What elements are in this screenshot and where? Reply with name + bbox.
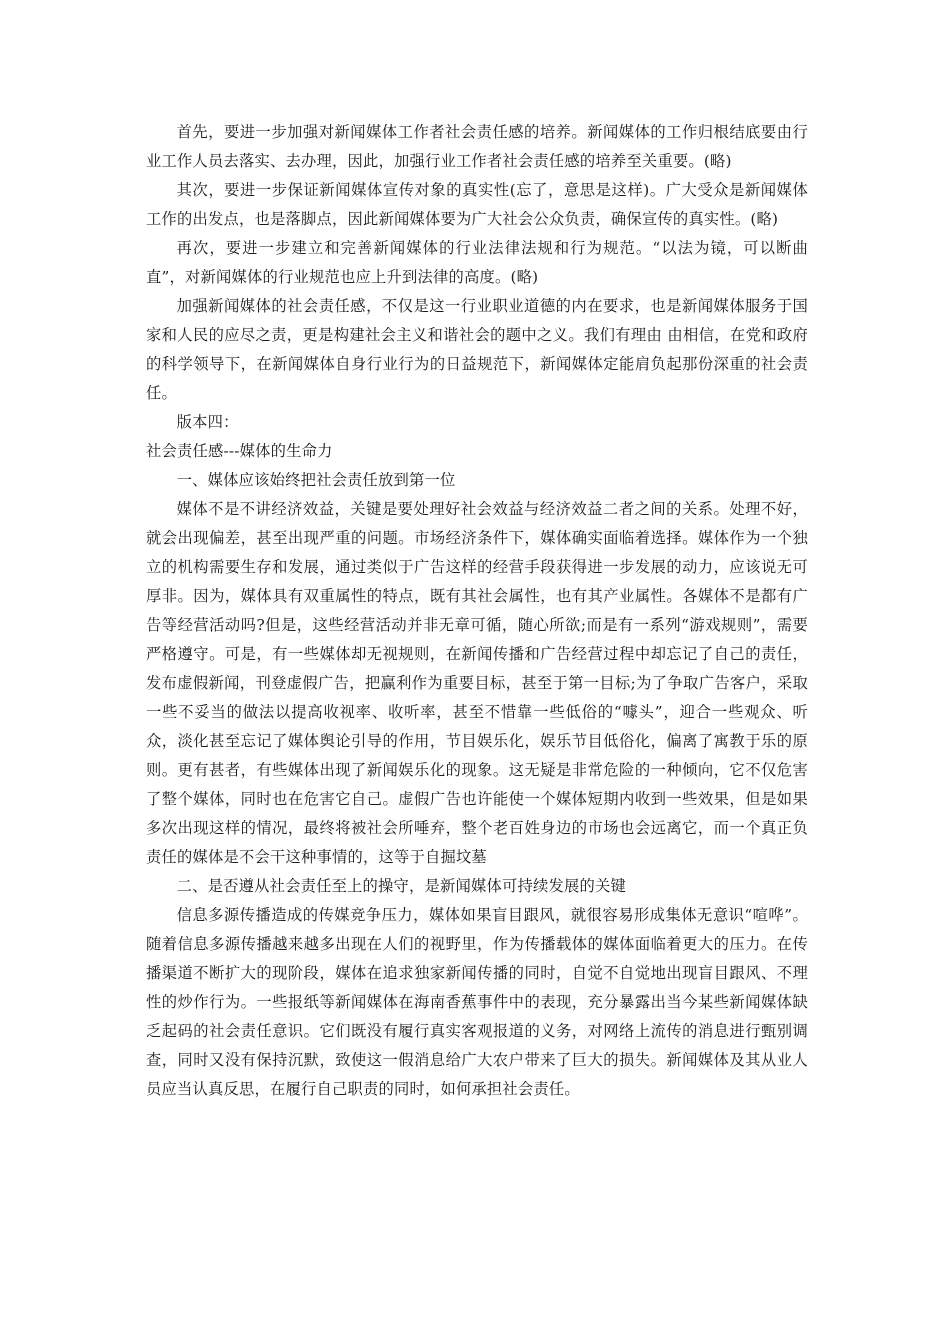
paragraph-economic-benefit: 媒体不是不讲经济效益，关键是要处理好社会效益与经济效益二者之间的关系。处理不好，就会出现偏差，甚至出现严重的问题。市场经济条件下，媒体确实面临着选择。媒体作为一个独立的机构需要生存和发展，通过类似于广告这样的经营手段获得进一步发展的动力，应该说无可厚非。因为，媒体具有双重属性的特点，既有其社会属性，也有其产业属性。各媒体不是都有广告等经营活动吗?但是，这些经营活动并非无章可循，随心所欲;而是有一系列“游戏规则”，需要严格遵守。可是，有一些媒体却无视规则，在新闻传播和广告经营过程中却忘记了自己的责任，发布虚假新闻，刊登虚假广告，把赢利作为重要目标，甚至于第一目标;为了争取广告客户，采取一些不妥当的做法以提高收视率、收听率，甚至不惜靠一些低俗的“噱头”，迎合一些观众、听众，淡化甚至忘记了媒体舆论引导的作用，节目娱乐化，娱乐节目低俗化，偏离了寓教于乐的原则。更有甚者，有些媒体出现了新闻娱乐化的现象。这无疑是非常危险的一种倾向，它不仅危害了整个媒体，同时也在危害它自己。虚假广告也许能使一个媒体短期内收到一些效果，但是如果多次出现这样的情况，最终将被社会所唾弃，整个老百姓身边的市场也会远离它，而一个真正负责任的媒体是不会干这种事情的，这等于自掘坟墓 (146, 500, 808, 866)
paragraph-first-measure: 首先，要进一步加强对新闻媒体工作者社会责任感的培养。新闻媒体的工作归根结底要由行业工作人员去落实、去办理，因此，加强行业工作者社会责任感的培养至关重要。(略) (146, 123, 808, 170)
version-label: 版本四： (176, 413, 239, 431)
heading-two: 二、是否遵从社会责任至上的操守，是新闻媒体可持续发展的关键 (176, 877, 627, 895)
paragraph-second-measure: 其次，要进一步保证新闻媒体宣传对象的真实性(忘了，意思是这样)。广大受众是新闻媒体工作的出发点，也是落脚点，因此新闻媒体要为广大社会公众负责，确保宣传的真实性。(略) (146, 181, 808, 228)
paragraph-competition-pressure: 信息多源传播造成的传媒竞争压力，媒体如果盲目跟风，就很容易形成集体无意识“喧哗”。随着信息多源传播越来越多出现在人们的视野里，作为传播载体的媒体面临着更大的压力。在传播渠道不断扩大的现阶段，媒体在追求独家新闻传播的同时，自觉不自觉地出现盲目跟风、不理性的炒作行为。一些报纸等新闻媒体在海南香蕉事件中的表现，充分暴露出当今某些新闻媒体缺乏起码的社会责任意识。它们既没有履行真实客观报道的义务，对网络上流传的消息进行甄别调查，同时又没有保持沉默，致使这一假消息给广大农户带来了巨大的损失。新闻媒体及其从业人员应当认真反思，在履行自己职责的同时，如何承担社会责任。 (146, 906, 808, 1098)
section-title: 社会责任感---媒体的生命力 (146, 442, 333, 460)
heading-one: 一、媒体应该始终把社会责任放到第一位 (176, 471, 456, 489)
paragraph-third-measure: 再次，要进一步建立和完善新闻媒体的行业法律法规和行为规范。“以法为镜，可以断曲直”，对新闻媒体的行业规范也应上升到法律的高度。(略) (146, 239, 808, 286)
paragraph-conclusion: 加强新闻媒体的社会责任感，不仅是这一行业职业道德的内在要求，也是新闻媒体服务于国家和人民的应尽之责，更是构建社会主义和谐社会的题中之义。我们有理由 由相信，在党和政府的科学领导下，在新闻媒体自身行业行为的日益规范下，新闻媒体定能肩负起那份深重的社会责任。 (146, 297, 808, 402)
document-body (146, 118, 808, 1104)
